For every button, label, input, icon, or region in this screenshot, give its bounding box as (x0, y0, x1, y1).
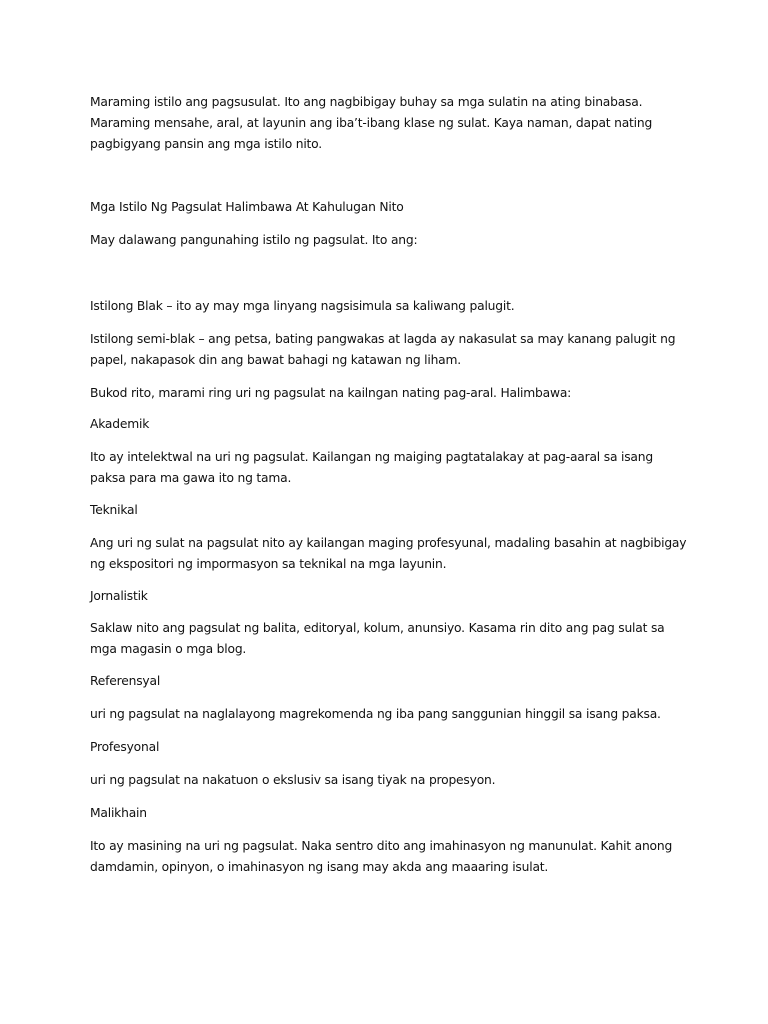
styles-intro-paragraph: May dalawang pangunahing istilo ng pagsulat. Ito ang: (90, 233, 418, 247)
referensyal-heading: Referensyal (90, 674, 161, 688)
profesyonal-paragraph: uri ng pagsulat na nakatuon o ekslusiv sa isang tiyak na propesyon. (90, 773, 496, 787)
section-heading: Mga Istilo Ng Pagsulat Halimbawa At Kahulugan Nito (90, 200, 404, 214)
teknikal-heading: Teknikal (90, 503, 138, 517)
referensyal-paragraph: uri ng pagsulat na naglalayong magrekomenda ng iba pang sanggunian hinggil sa isang paksa. (90, 707, 661, 721)
akademik-paragraph: Ito ay intelektwal na uri ng pagsulat. Kailangan ng maiging pagtatalakay at pag-aaral sa isang paksa para ma gawa ito ng tama. (90, 450, 653, 485)
jornalistik-heading: Jornalistik (90, 589, 148, 603)
malikhain-heading: Malikhain (90, 806, 147, 820)
teknikal-paragraph: Ang uri ng sulat na pagsulat nito ay kailangan maging profesyunal, madaling basahin at nagbibigay ng ekspositori ng impormasyon sa teknikal na mga layunin. (90, 536, 687, 571)
types-intro-paragraph: Bukod rito, marami ring uri ng pagsulat na kailngan nating pag-aral. Halimbawa: (90, 386, 572, 400)
akademik-heading: Akademik (90, 417, 150, 431)
intro-paragraph: Maraming istilo ang pagsusulat. Ito ang nagbibigay buhay sa mga sulatin na ating binabasa. Maraming mensahe, aral, at layunin ang iba’t-ibang klase ng sulat. Kaya naman, dapat nating pagbigyang pansin ang mga istilo nito. (90, 95, 653, 151)
profesyonal-heading: Profesyonal (90, 740, 160, 754)
semi-blak-style-paragraph: Istilong semi-blak – ang petsa, bating pangwakas at lagda ay nakasulat sa may kanang palugit ng papel, nakapasok din ang bawat bahagi ng katawan ng liham. (90, 332, 676, 367)
blak-style-paragraph: Istilong Blak – ito ay may mga linyang nagsisimula sa kaliwang palugit. (90, 299, 515, 313)
malikhain-paragraph: Ito ay masining na uri ng pagsulat. Naka sentro dito ang imahinasyon ng manunulat. Kahit anong damdamin, opinyon, o imahinasyon ng isang may akda ang maaaring isulat. (90, 839, 673, 874)
jornalistik-paragraph: Saklaw nito ang pagsulat ng balita, editoryal, kolum, anunsiyo. Kasama rin dito ang pag sulat sa mga magasin o mga blog. (90, 621, 665, 656)
